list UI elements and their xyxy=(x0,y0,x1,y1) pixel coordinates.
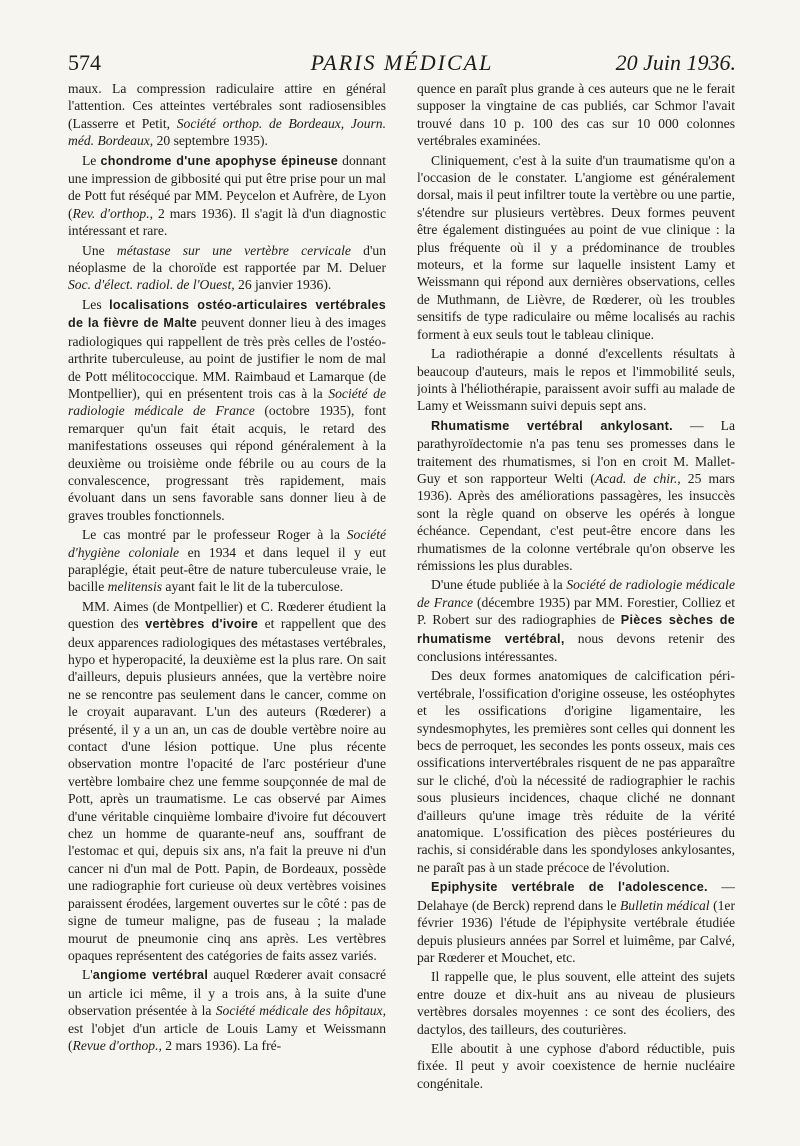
paragraph: D'une étude publiée à la Société de radiologie médicale de France (décembre 1935) par MM. Forestier, Colliez et P. Robert sur des radiographies de Pièces sèches de rhumatisme vertébral, nous devons retenir des conclusions intéressantes. xyxy=(417,577,735,664)
paragraph: Rhumatisme vertébral ankylosant. — La parathyroïdectomie n'a pas tenu ses promesses dans le traitement des rhumatismes, si l'on en croit M. Mallet-Guy et son rapporteur Welti (Acad. de chir., 25 mars 1936). Après des améliorations passagères, les insuccès sont la règle quand on observe les opérés à longue échéance. Cependant, c'est peut-être encore dans les rhumatismes de la colonne vertébrale qu'on observe les rémissions les plus durables. xyxy=(417,417,735,573)
section-heading: angiome vertébral xyxy=(92,968,209,983)
section-heading: Pièces sèches de rhumatisme vertébral, xyxy=(417,613,735,646)
paragraph: L'angiome vertébral auquel Rœderer avait consacré un article ici même, il y a trois ans, à la suite d'une observation présentée à la Société médicale des hôpitaux, est l'objet d'un article de Louis Lamy et Weissmann (Revue d'orthop., 2 mars 1936). La fré- xyxy=(68,967,386,1053)
paragraph: quence en paraît plus grande à ces auteurs que ne le ferait supposer la vingtaine de cas publiés, car Schmor l'avait trouvé dans 10 p. 100 des cas sur 10 000 colonnes vertébrales examinées. xyxy=(417,81,735,149)
page-header xyxy=(68,44,736,84)
paragraph: Les localisations ostéo-articulaires vertébrales de la fièvre de Malte peuvent donner lieu à des images radiologiques qui rappellent de très près celles de l'ostéo-arthrite tuberculeuse, au point de justifier le nom de mal de Pott mélitococcique. MM. Raimbaud et Lamarque (de Montpellier), qui en présentent trois cas à la Société de radiologie médicale de France (octobre 1935), font remarquer qu'un fait était acquis, le retard des manifestations osseuses qui répond généralement à la deuxième ou troisième onde fébrile ou au cours de la convalescence, progressant très rapidement, mais évoluant dans un sens favorable sans donner lieu à de graves troubles fonctionnels. xyxy=(68,296,386,523)
paragraph: maux. La compression radiculaire attire en général l'attention. Ces atteintes vertébrales sont radiosensibles (Lasserre et Petit, Société orthop. de Bordeaux, Journ. méd. Bordeaux, 20 septembre 1935). xyxy=(68,81,386,149)
paragraph: Il rappelle que, le plus souvent, elle atteint des sujets entre douze et dix-huit ans au niveau de plusieurs vertèbres dorsales moyennes : ce sont des écoliers, des dactylos, des tailleurs, des couturières. xyxy=(417,969,735,1037)
paragraph: Elle aboutit à une cyphose d'abord réductible, puis fixée. Il peut y avoir coexistence de hernie nucléaire congénitale. xyxy=(417,1040,735,1091)
paragraph: Le cas montré par le professeur Roger à la Société d'hygiène coloniale en 1934 et dans lequel il y eut paraplégie, était peut-être de nature tuberculeuse vraie, le bacille melitensis ayant fait le lit de la tuberculose. xyxy=(68,527,386,595)
paragraph: La radiothérapie a donné d'excellents résultats à beaucoup d'auteurs, mais le repos et l'immobilité seuls, joints à l'héliothérapie, paraissent avoir suffi au malade de Lamy et Weissmann suivi depuis sept ans. xyxy=(417,346,735,414)
journal-title: PARIS MÉDICAL xyxy=(310,50,494,75)
section-heading: vertèbres d'ivoire xyxy=(145,617,259,632)
paragraph: Cliniquement, c'est à la suite d'un traumatisme qu'on a l'occasion de le constater. L'angiome est généralement dorsal, mais il peut infiltrer toute la vertèbre ou une partie, s'étendre sur plusieurs vertèbres. Deux formes peuvent être également distinguées au point de vue clinique : la plus fréquente où il y a prédominance de troubles moteurs, et la forme sur laquelle insistent Lamy et Weissmann qui répond aux dernières observations, celles de Muthmann, de Lièvre, de Rœderer, où les troubles sensitifs de type radiculaire ou même localisés au rachis forment à eux seuls tout le tableau clinique. xyxy=(417,152,735,342)
issue-date: 20 Juin 1936. xyxy=(615,50,736,75)
section-heading: chondrome d'une apophyse épineuse xyxy=(100,153,339,168)
section-heading: Rhumatisme vertébral ankylosant. xyxy=(431,418,673,433)
paragraph: Epiphysite vertébrale de l'adolescence. — Delahaye (de Berck) reprend dans le Bulletin médical (1er février 1936) l'étude de l'épiphysite vertébrale étudiée depuis plusieurs années par Sorrel et luimême, par Calvé, par Rœderer et Mouchet, etc. xyxy=(417,879,735,965)
section-heading: localisations ostéo-articulaires vertébrales de la fièvre de Malte xyxy=(68,297,386,331)
paragraph: MM. Aimes (de Montpellier) et C. Rœderer étudient la question des vertèbres d'ivoire et rappellent que des deux apparences radiologiques des métastases vertébrales, hypo et hyperopacité, la deuxième est la plus rare. On sait d'ailleurs, depuis plusieurs années, que la vertèbre noire ne se rencontre pas seulement dans le cancer, comme on le croyait auparavant. L'un des auteurs (Rœderer) a présenté, il y a un an, un cas de double vertèbre noire au contact d'une lésion pottique. Une plus récente observation montre l'opacité de l'arc postérieur d'une vertèbre lombaire chez une femme soupçonnée de mal de Pott, après un traumatisme. Le cas observé par Aimes d'une véritable cinquième lombaire d'ivoire fut découvert chez un homme de quarante-neuf ans, souffrant de l'estomac et qui, depuis six ans, n'a fait la preuve ni d'un cancer ni d'un mal de Pott. Papin, de Bordeaux, possède une radiographie fort curieuse où deux vertèbres voisines paraissent érodées, largement ouvertes sur le côté : pas de signe de tumeur maligne, pas de fuseau ; la malade mourut de pneumonie cinq ans après. Les vertèbres opaques représentent des catégories de faits assez variés. xyxy=(68,598,386,963)
paragraph: Le chondrome d'une apophyse épineuse donnant une impression de gibbosité qui put être prise pour un mal de Pott fut réséqué par MM. Peycelon et Aufrère, de Lyon (Rev. d'orthop., 2 mars 1936). Il s'agit là d'un diagnostic intéressant et rare. xyxy=(68,152,386,239)
right-column xyxy=(417,80,735,1120)
page-number: 574 xyxy=(68,50,101,75)
paragraph: Une métastase sur une vertèbre cervicale d'un néoplasme de la choroïde est rapportée par M. Deluer Soc. d'élect. radiol. de l'Ouest, 26 janvier 1936). xyxy=(68,242,386,293)
section-heading: Epiphysite vertébrale de l'adolescence. xyxy=(431,880,708,895)
left-column xyxy=(68,80,386,1120)
paragraph: Des deux formes anatomiques de calcification péri-vertébrale, l'ossification d'origine osseuse, les ostéophytes et les ossifications d'origine ligamentaire, les syndesmophytes, les premières sont celles qui donnent les becs de perroquet, les secondes les ponts osseux, mais ces ossifications intervertébrales risquent de ne pas apparaître sur le cliché, d'où la nécessité de radiographier le rachis sous plusieurs incidences, chaque cliché ne donnant d'ailleurs qu'une image très réduite de la vérité anatomique. L'ossification des pièces postérieures du rachis, si considérable dans les spondyloses ankylosantes, ne paraît pas à un stade précoce de l'évolution. xyxy=(417,668,735,875)
